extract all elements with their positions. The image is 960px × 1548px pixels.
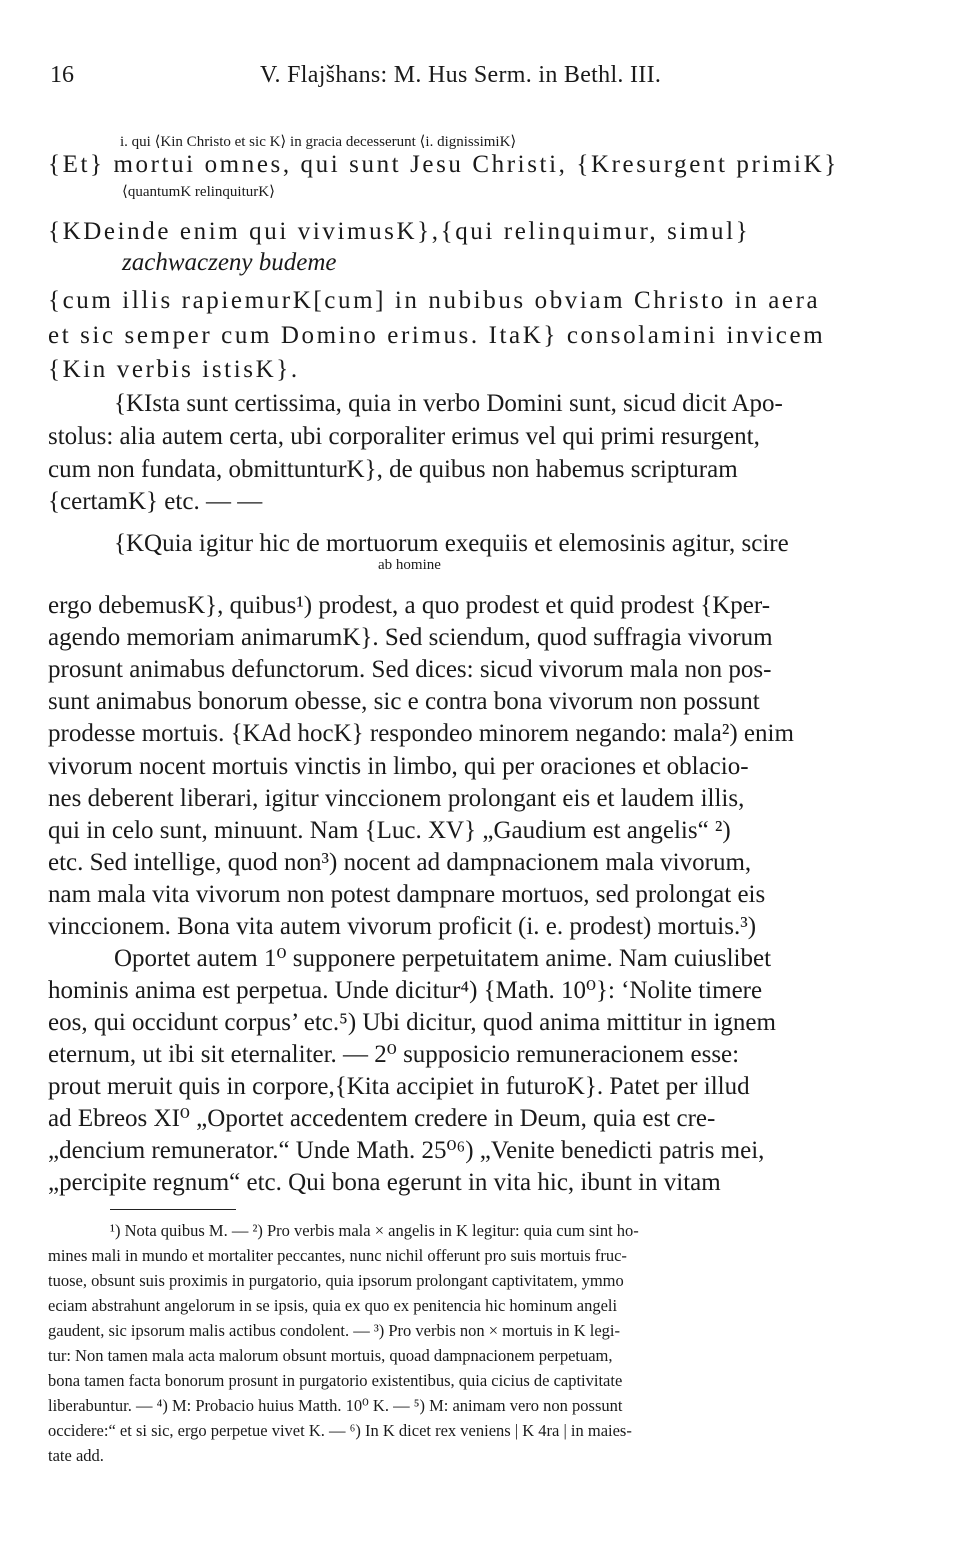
- text-line: stolus: alia autem certa, ubi corporaliter erimus vel qui primi resurgent,: [48, 423, 760, 450]
- footnote-line: liberabuntur. — ⁴) M: Probacio huius Matth. 10⁰ K. — ⁵) M: animam vero non possunt: [48, 1396, 623, 1415]
- text-line: qui in celo sunt, minuunt. Nam {Luc. XV} „Gaudium est angelis“ ²): [48, 817, 731, 844]
- text-line: {KDeinde enim qui vivimusK},{qui relinquimur, simul}: [48, 218, 751, 245]
- text-line: ad Ebreos XI⁰ „Oportet accedentem credere in Deum, quia est cre-: [48, 1105, 716, 1132]
- text-line: „percipite regnum“ etc. Qui bona egerunt in vita hic, ibunt in vitam: [48, 1169, 721, 1196]
- text-line: etc. Sed intellige, quod non³) nocent ad dampnacionem mala vivorum,: [48, 849, 752, 876]
- text-line: agendo memoriam animarumK}. Sed sciendum, quod suffragia vivorum: [48, 624, 773, 651]
- text-line: vivorum nocent mortuis vinctis in limbo, qui per oraciones et oblacio-: [48, 753, 749, 780]
- footnote-line: mines mali in mundo et mortaliter peccantes, nunc nichil offerunt pro suis mortuis fruc-: [48, 1246, 627, 1265]
- text-line: prodesse mortuis. {KAd hocK} respondeo minorem negando: mala²) enim: [48, 720, 794, 747]
- text-line: nam mala vita vivorum non potest dampnare mortuos, sed prolongat eis: [48, 881, 766, 908]
- running-title: V. Flajšhans: M. Hus Serm. in Bethl. III.: [260, 62, 662, 88]
- page-header: [50, 62, 910, 102]
- text-line: hominis anima est perpetua. Unde dicitur⁴) {Math. 10⁰}: ‘Nolite timere: [48, 977, 763, 1004]
- text-line: vinccionem. Bona vita autem vivorum proficit (i. e. prodest) mortuis.³): [48, 913, 757, 940]
- text-line: {KQuia igitur hic de mortuorum exequiis et elemosinis agitur, scire: [114, 530, 789, 557]
- footnote-line: occidere:“ et si sic, ergo perpetue vivet K. — ⁶) In K dicet rex veniens | K 4ra | in maies-: [48, 1421, 632, 1440]
- gloss-line: ⟨quantumK relinquiturK⟩: [122, 184, 275, 200]
- footnote-line: eciam abstrahunt angelorum in se ipsis, quia ex quo ex penitencia hic hominum angeli: [48, 1296, 618, 1315]
- text-line: {KIsta sunt certissima, quia in verbo Domini sunt, sicud dicit Apo-: [114, 390, 783, 417]
- gloss-line: i. qui ⟨Kin Christo et sic K⟩ in gracia decesserunt ⟨i. dignissimiK⟩: [120, 134, 517, 150]
- text-line: Oportet autem 1⁰ supponere perpetuitatem anime. Nam cuiuslibet: [114, 945, 772, 972]
- footnote-line: tuose, obsunt suis proximis in purgatorio, quia ipsorum prolongant captivitatem, ymmo: [48, 1271, 624, 1290]
- text-line: {Kin verbis istisK}.: [48, 356, 300, 383]
- footnote-line: bona tamen facta bonorum prosunt in purgatorio existentibus, quia cicius de captivitate: [48, 1371, 623, 1390]
- text-line: nes deberent liberari, igitur vinccionem prolongant eis et laudem illis,: [48, 785, 745, 812]
- text-line: ergo debemusK}, quibus¹) prodest, a quo prodest et quid prodest {Kper-: [48, 592, 771, 619]
- footnote-line: tate add.: [48, 1446, 104, 1465]
- text-line: prosunt animabus defunctorum. Sed dices: sicud vivorum mala non pos-: [48, 656, 772, 683]
- footnote-line: tur: Non tamen mala acta malorum obsunt mortuis, quoad dampnacionem perpetuam,: [48, 1346, 613, 1365]
- text-line: et sic semper cum Domino erimus. ItaK} consolamini invicem: [48, 322, 826, 349]
- text-line: eos, qui occidunt corpus’ etc.⁵) Ubi dicitur, quod anima mittitur in ignem: [48, 1009, 776, 1036]
- text-line: „dencium remunerator.“ Unde Math. 25⁰⁶) „Venite benedicti patris mei,: [48, 1137, 765, 1164]
- footnote-rule: [110, 1209, 236, 1210]
- text-line: prout meruit quis in corpore,{Kita accipiet in futuroK}. Patet per illud: [48, 1073, 750, 1100]
- footnote-line: ¹) Nota quibus M. — ²) Pro verbis mala × angelis in K legitur: quia cum sint ho-: [110, 1221, 639, 1240]
- text-line: zachwaczeny budeme: [122, 249, 337, 276]
- footnote-line: gaudent, sic ipsorum malis actibus condolent. — ³) Pro verbis non × mortuis in K legi-: [48, 1321, 620, 1340]
- text-line: sunt animabus bonorum obesse, sic e contra bona vivorum non possunt: [48, 688, 760, 715]
- gloss-line: ab homine: [378, 557, 441, 573]
- text-line: {certamK} etc. — —: [48, 488, 263, 515]
- page-number: 16: [50, 62, 74, 88]
- text-line: eternum, ut ibi sit eternaliter. — 2⁰ supposicio remuneracionem esse:: [48, 1041, 740, 1068]
- text-line: {cum illis rapiemurK[cum] in nubibus obviam Christo in aera: [48, 287, 821, 314]
- text-line: cum non fundata, obmittunturK}, de quibus non habemus scripturam: [48, 456, 738, 483]
- text-line: {Et} mortui omnes, qui sunt Jesu Christi, {Kresurgent primiK}: [48, 151, 839, 178]
